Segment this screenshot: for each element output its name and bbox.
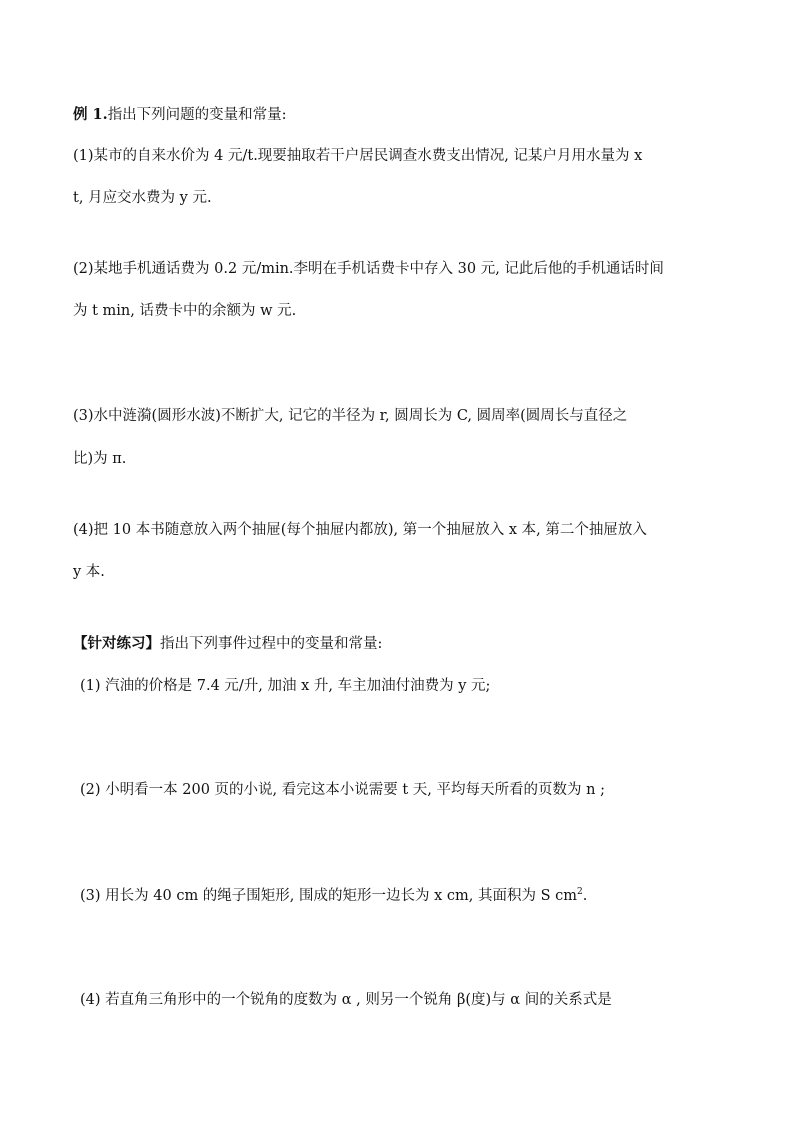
example-1-item-3-line-1: (3)水中涟漪(圆形水波)不断扩大, 记它的半径为 r, 圆周长为 C, 圆周率(圆周长与直径之 [73,408,628,424]
practice-item-3-superscript: 2 [577,887,583,898]
practice-item-3 [80,886,740,906]
example-1-item-4-line-2: y 本. [73,564,105,580]
practice-item-3-tail: . [582,888,588,904]
example-1-item-2-line-1: (2)某地手机通话费为 0.2 元/min.李明在手机话费卡中存入 30 元, 记此后他的手机通话时间 [73,261,664,277]
practice-item-4: (4) 若直角三角形中的一个锐角的度数为 α , 则另一个锐角 β(度)与 α 间的关系式是 [80,992,612,1008]
practice-item-2: (2) 小明看一本 200 页的小说, 看完这本小说需要 t 天, 平均每天所看的页数为 n ; [80,782,605,798]
practice-heading [73,634,733,654]
example-1-title: 指出下列问题的变量和常量: [107,107,287,123]
example-1-heading [73,105,733,125]
practice-item-1: (1) 汽油的价格是 7.4 元/升, 加油 x 升, 车主加油付油费为 y 元; [80,678,491,694]
practice-label: 【针对练习】 [73,635,160,652]
example-1-item-1-line-2: t, 月应交水费为 y 元. [73,190,212,206]
example-1-item-3-line-2: 比)为 π. [73,451,127,467]
practice-item-3-text: (3) 用长为 40 cm 的绳子围矩形, 围成的矩形一边长为 x cm, 其面积为 S cm [80,888,578,904]
example-1-item-4-line-1: (4)把 10 本书随意放入两个抽屉(每个抽屉内都放), 第一个抽屉放入 x 本, 第二个抽屉放入 [73,522,647,538]
example-1-item-2-line-2: 为 t min, 话费卡中的余额为 w 元. [73,303,297,319]
example-1-label: 例 1. [73,106,108,123]
example-1-item-1-line-1: (1)某市的自来水价为 4 元/t.现要抽取若干户居民调查水费支出情况, 记某户月用水量为 x [73,148,643,164]
practice-title: 指出下列事件过程中的变量和常量: [160,636,383,652]
